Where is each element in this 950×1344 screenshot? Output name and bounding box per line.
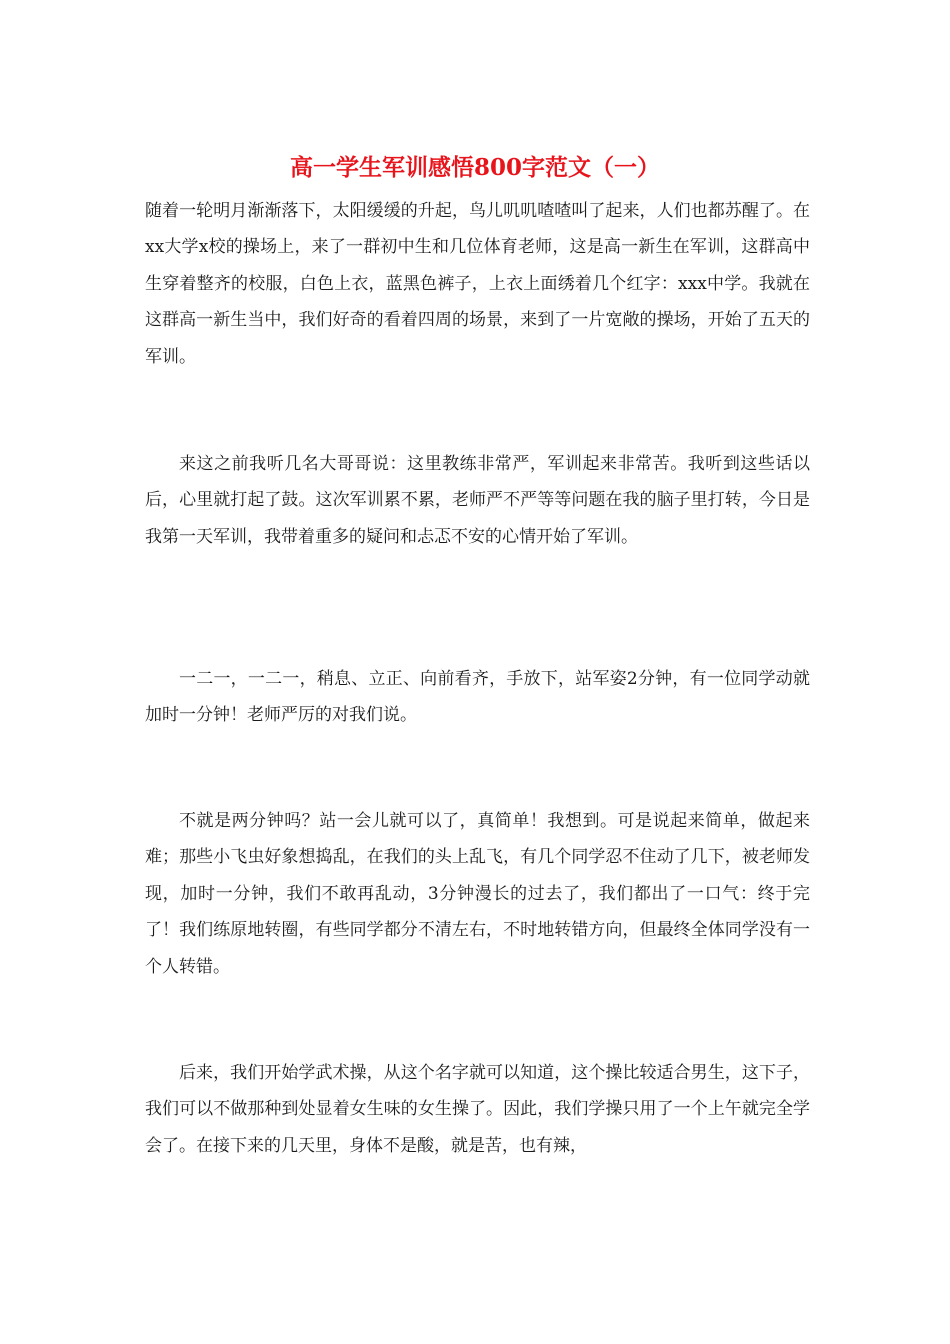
paragraph-1: 随着一轮明月渐渐落下，太阳缓缓的升起，鸟儿叽叽喳喳叫了起来，人们也都苏醒了。在xx大学x校的操场上，来了一群初中生和几位体育老师，这是高一新生在军训，这群高中生穿着整齐的校服，白色上衣，蓝黑色裤子，上衣上面绣着几个红字：xxx中学。我就在这群高一新生当中，我们好奇的看着四周的场景，来到了一片宽敞的操场，开始了五天的军训。 <box>145 201 810 367</box>
paragraph-5: 后来，我们开始学武术操，从这个名字就可以知道，这个操比较适合男生，这下子，我们可以不做那种到处显着女生味的女生操了。因此，我们学操只用了一个上午就完全学会了。在接下来的几天里，身体不是酸，就是苦，也有辣， <box>145 1063 810 1156</box>
paragraph-4: 不就是两分钟吗？站一会儿就可以了，真简单！我想到。可是说起来简单，做起来难；那些小飞虫好象想捣乱，在我们的头上乱飞，有几个同学忍不住动了几下，被老师发现，加时一分钟，我们不敢再乱动，3分钟漫长的过去了，我们都出了一口气：终于完了！我们练原地转圈，有些同学都分不清左右，不时地转错方向，但最终全体同学没有一个人转错。 <box>145 811 810 977</box>
paragraph-2: 来这之前我听几名大哥哥说：这里教练非常严，军训起来非常苦。我听到这些话以后，心里就打起了鼓。这次军训累不累，老师严不严等等问题在我的脑子里打转，今日是我第一天军训，我带着重多的疑问和忐忑不安的心情开始了军训。 <box>145 454 810 547</box>
paragraph-3: 一二一，一二一，稍息、立正、向前看齐，手放下，站军姿2分钟，有一位同学动就加时一分钟！老师严厉的对我们说。 <box>145 669 810 726</box>
document-title: 高一学生军训感悟800字范文（一） <box>289 154 660 181</box>
